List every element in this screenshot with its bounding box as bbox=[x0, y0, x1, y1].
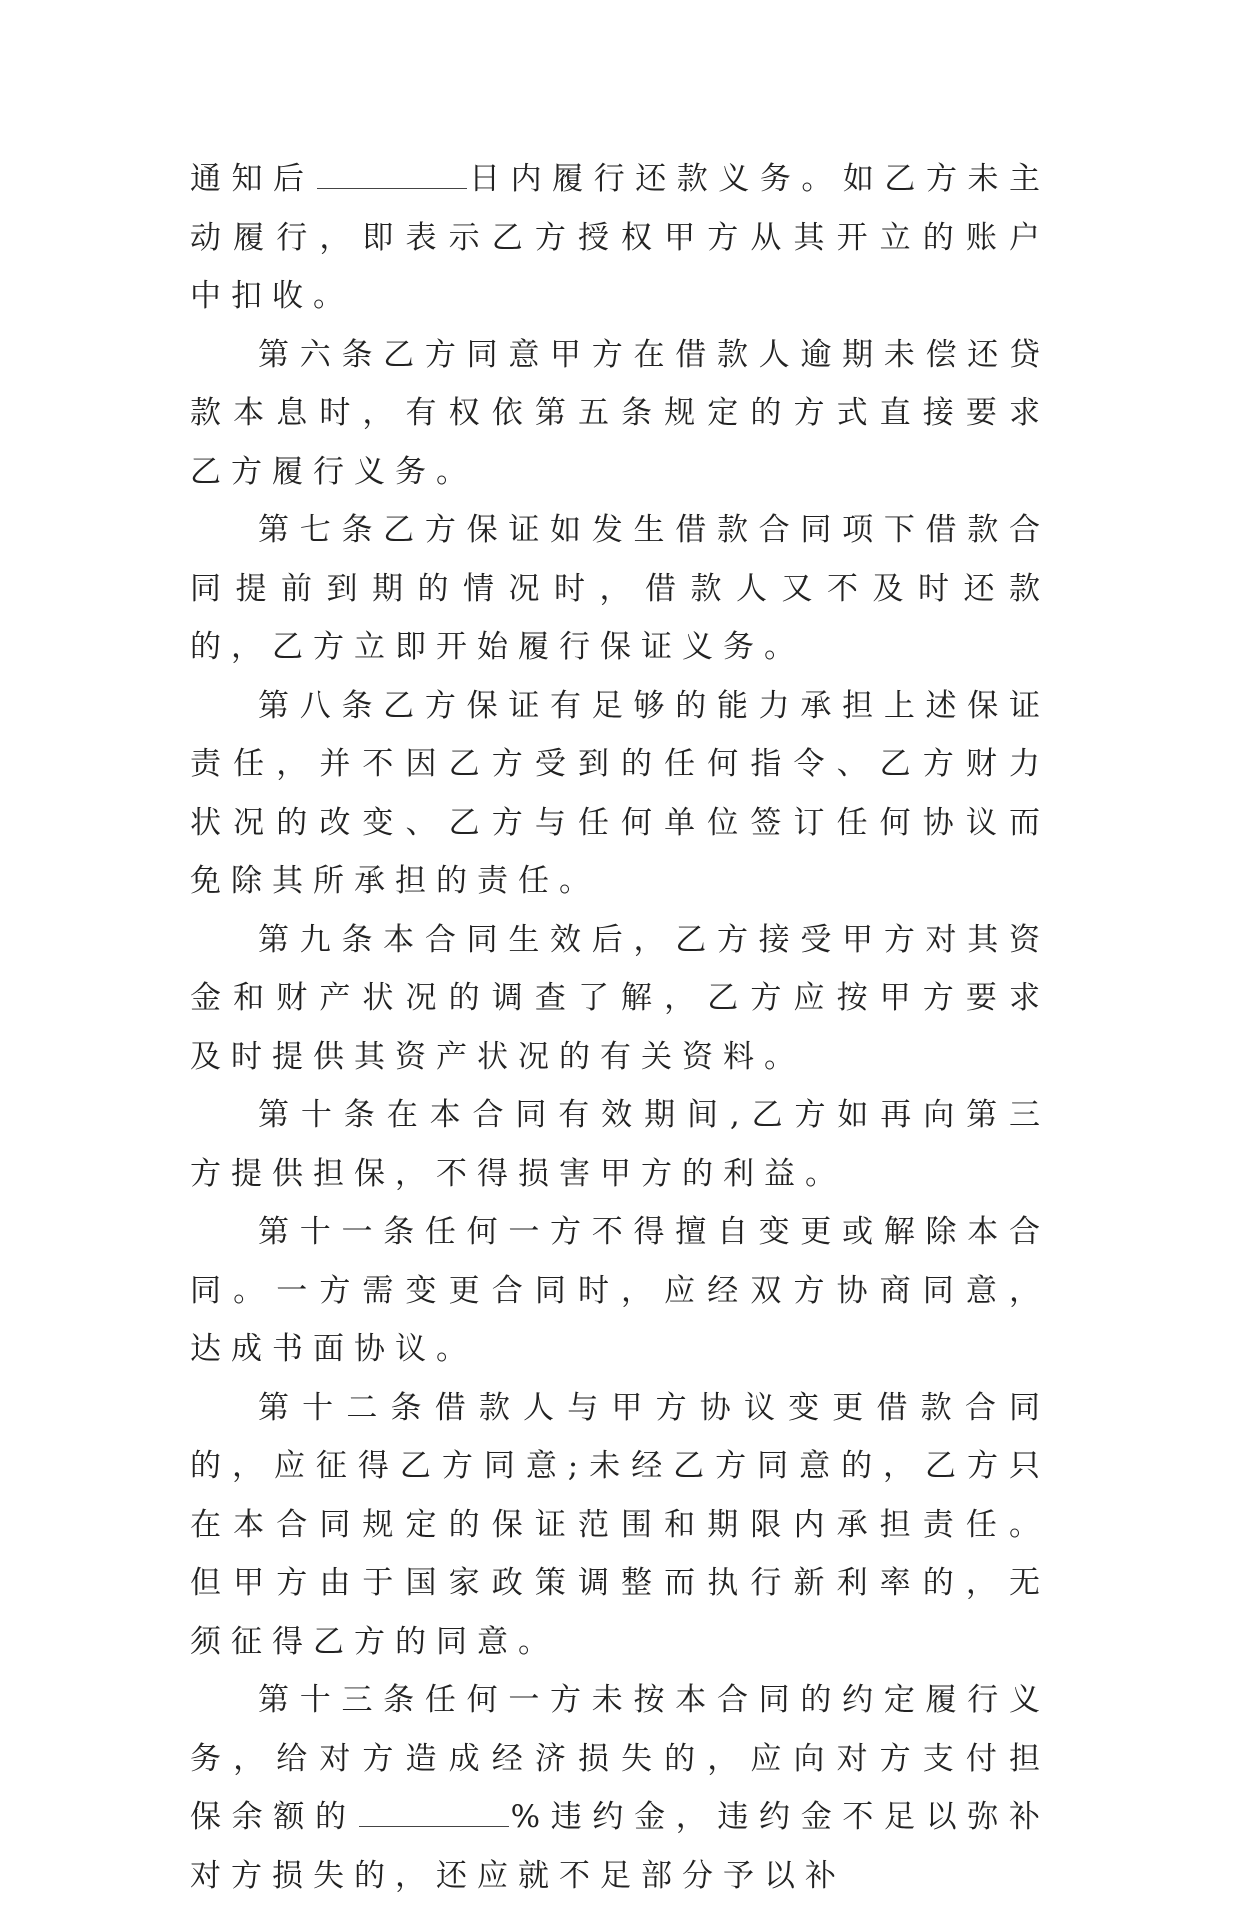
paragraph-article-8: 第八条乙方保证有足够的能力承担上述保证责任，并不因乙方受到的任何指令、乙方财力状况的改变、乙方与任何单位签订任何协议而免除其所承担的责任。 bbox=[190, 687, 1050, 899]
paragraph-text: %违约金，违约金不足以弥补对方损失的，还应就不足部分予以补 bbox=[190, 1799, 1050, 1894]
paragraph-article-10: 第十条在本合同有效期间,乙方如再向第三方提供担保，不得损害甲方的利益。 bbox=[190, 1097, 1050, 1192]
document-page bbox=[190, 150, 1050, 1905]
paragraph-text: 第十三条任何一方未按本合同的约定履行义务，给对方造成经济损失的，应向对方支付担保余额的 bbox=[190, 1682, 1050, 1835]
paragraph-article-9: 第九条本合同生效后，乙方接受甲方对其资金和财产状况的调查了解，乙方应按甲方要求及时提供其资产状况的有关资料。 bbox=[190, 921, 1050, 1075]
paragraph-text: 通知后 bbox=[190, 161, 315, 197]
days-blank-field[interactable] bbox=[317, 160, 467, 189]
paragraph-article-11: 第十一条任何一方不得擅自变更或解除本合同。一方需变更合同时，应经双方协商同意，达成书面协议。 bbox=[190, 1214, 1050, 1367]
paragraph-article-6: 第六条乙方同意甲方在借款人逾期未偿还贷款本息时，有权依第五条规定的方式直接要求乙方履行义务。 bbox=[190, 336, 1050, 490]
paragraph-repayment-notice bbox=[190, 150, 1050, 326]
paragraph-article-7: 第七条乙方保证如发生借款合同项下借款合同提前到期的情况时，借款人又不及时还款的，乙方立即开始履行保证义务。 bbox=[190, 512, 1050, 665]
paragraph-text: 日内履行还款义务。如乙方未主动履行，即表示乙方授权甲方从其开立的账户中扣收。 bbox=[190, 161, 1051, 314]
paragraph-article-12: 第十二条借款人与甲方协议变更借款合同的，应征得乙方同意;未经乙方同意的，乙方只在本合同规定的保证范围和期限内承担责任。但甲方由于国家政策调整而执行新利率的，无须征得乙方的同意。 bbox=[190, 1389, 1050, 1660]
percentage-blank-field[interactable] bbox=[359, 1798, 509, 1827]
paragraph-article-13 bbox=[190, 1671, 1050, 1905]
